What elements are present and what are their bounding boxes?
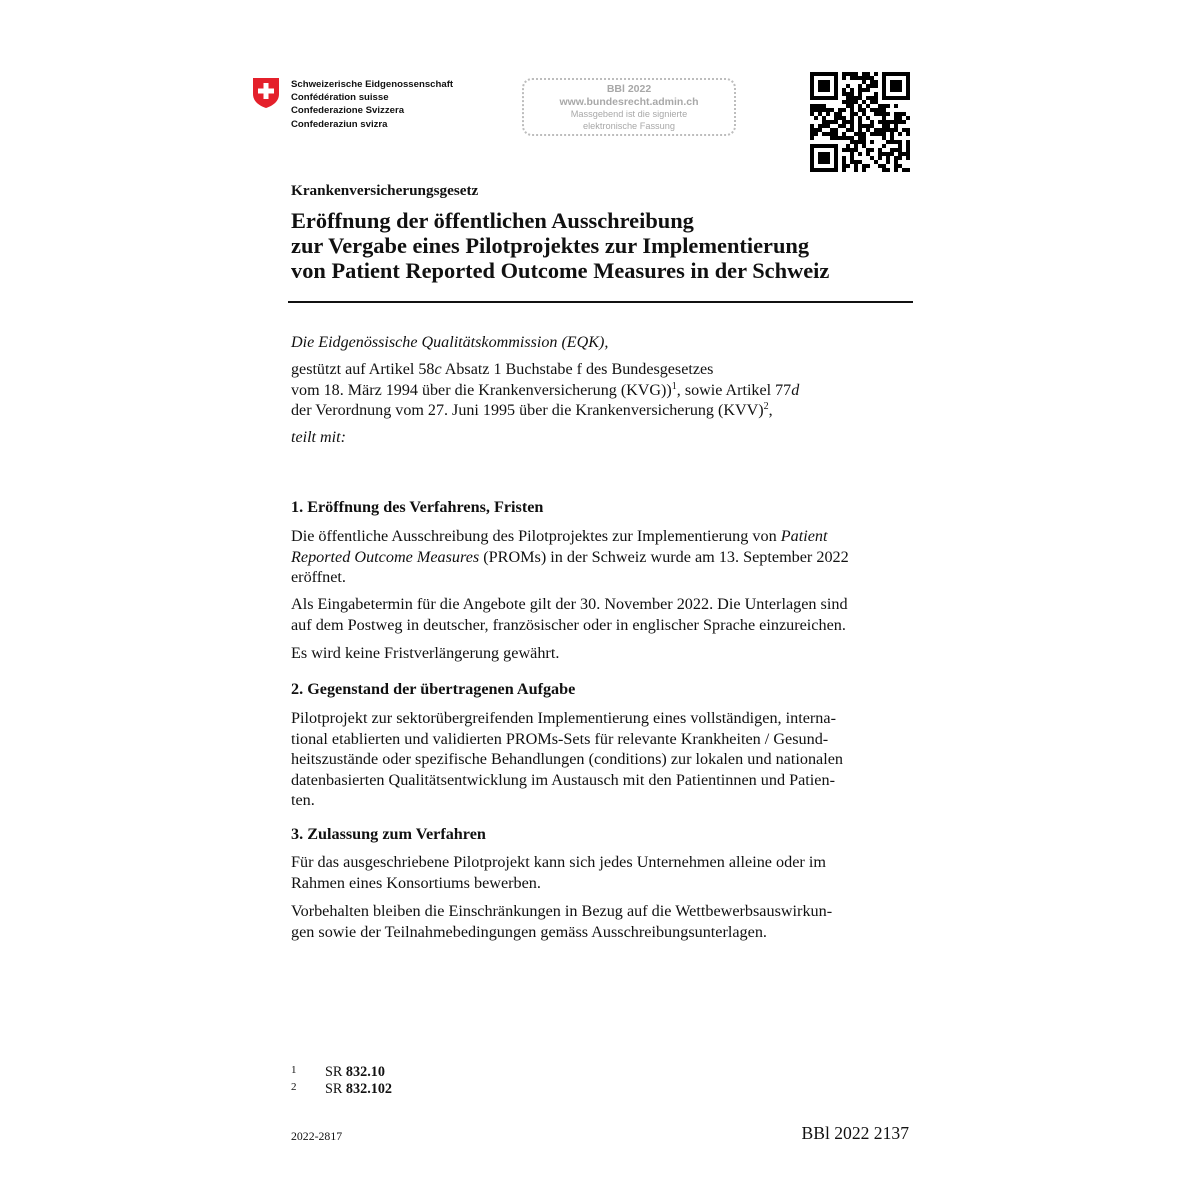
basis-text-3a: der Verordnung vom 27. Juni 1995 über die Krankenversicherung (KVV) [291, 402, 764, 419]
s1p2-line-1: Als Eingabetermin für die Angebote gilt der 30. November 2022. Die Unterlagen sind [291, 595, 848, 613]
basis-text-3b: , [768, 402, 773, 419]
s1p1-italic-b: Reported Outcome Measures [291, 547, 480, 566]
s2-line-3: heitszustände oder spezifische Behandlungen (conditions) zur lokalen und nationalen [291, 750, 844, 768]
section-2-paragraph [291, 708, 909, 811]
s3p2-line-1: Vorbehalten bleiben die Einschränkungen in Bezug auf die Wettbewerbsauswirkun- [291, 902, 833, 920]
confederation-name-rm: Confederaziun svizra [291, 118, 388, 130]
title-line-2: zur Vergabe eines Pilotprojektes zur Implementierung [291, 233, 810, 258]
stamp-line-2: www.bundesrecht.admin.ch [559, 96, 699, 108]
authenticity-stamp [522, 78, 736, 136]
s3p1-line-1: Für das ausgeschriebene Pilotprojekt kann sich jedes Unternehmen alleine oder im [291, 853, 826, 871]
basis-italic-2: d [791, 381, 800, 399]
footnote-1-number: 1 [291, 1064, 297, 1076]
title-line-1: Eröffnung der öffentlichen Ausschreibung [291, 208, 694, 233]
footnote-1-prefix: SR [325, 1064, 346, 1080]
basis-text-2b: , sowie Artikel 77 [676, 381, 792, 399]
stamp-line-4: elektronische Fassung [583, 120, 675, 131]
s1p2-line-2: auf dem Postweg in deutscher, französischer oder in englischer Sprache einzureichen. [291, 615, 846, 634]
swiss-crest-icon [252, 77, 280, 109]
qr-code-icon [810, 72, 910, 172]
s2-line-5: ten. [291, 791, 315, 809]
teilt-mit: teilt mit: [291, 429, 346, 446]
s1p1-italic-a: Patient [780, 527, 828, 545]
s2-line-2: tional etablierten und validierten PROMs-Sets für relevante Krankheiten / Gesund- [291, 729, 829, 748]
section-3-paragraph-1 [291, 852, 909, 893]
basis-text-1b: Absatz 1 Buchstabe f des Bundesgesetzes [441, 361, 714, 378]
title-line-3: von Patient Reported Outcome Measures in der Schweiz [291, 258, 830, 283]
stamp-line-1: BBl 2022 [606, 83, 652, 95]
footnote-ref-1[interactable]: 1 [671, 380, 677, 392]
s1p1-line-2 [291, 547, 909, 568]
s2-line-1: Pilotprojekt zur sektorübergreifenden Implementierung eines vollständigen, interna- [291, 709, 836, 727]
stamp-line-3: Massgebend ist die signierte [570, 109, 688, 119]
s1p1-line-1 [291, 526, 909, 547]
section-3-paragraph-2 [291, 901, 909, 942]
basis-text-1a: gestützt auf Artikel 58 [291, 361, 435, 378]
legal-basis-line-3 [291, 401, 911, 422]
legal-basis [291, 360, 911, 422]
s2-line-4: datenbasierten Qualitätsentwicklung im Austausch mit den Patientinnen und Patien- [291, 770, 835, 789]
confederation-name-fr: Confédération suisse [291, 92, 389, 104]
section-1-heading: 1. Eröffnung des Verfahrens, Fristen [291, 498, 544, 516]
basis-italic-1: c [434, 361, 442, 378]
issuing-authority: Die Eidgenössische Qualitätskommission (EQK), [291, 334, 609, 351]
footnote-ref-2[interactable]: 2 [763, 401, 769, 412]
legal-basis-line-2 [291, 381, 911, 402]
confederation-name-it: Confederazione Svizzera [291, 105, 405, 117]
legal-basis-line-1 [291, 360, 911, 381]
footnote-2-prefix: SR [325, 1081, 346, 1097]
document-number: 2022-2817 [291, 1129, 343, 1143]
bbl-reference: BBl 2022 2137 [801, 1123, 909, 1143]
s3p1-line-2: Rahmen eines Konsortiums bewerben. [291, 873, 541, 892]
document-title [291, 208, 931, 283]
footnote-2-ref[interactable]: 832.102 [345, 1081, 393, 1097]
s3p2-line-2: gen sowie der Teilnahmebedingungen gemäss Ausschreibungsunterlagen. [291, 922, 767, 941]
section-2-heading: 2. Gegenstand der übertragenen Aufgabe [291, 680, 576, 698]
footnote-1-ref[interactable]: 832.10 [345, 1064, 385, 1080]
footnote-2-number: 2 [291, 1081, 297, 1093]
s1p1-text-a: Die öffentliche Ausschreibung des Pilotprojektes zur Implementierung von [291, 527, 777, 545]
confederation-name-de: Schweizerische Eidgenossenschaft [291, 79, 454, 90]
s1p1-text-b: (PROMs) in der Schweiz wurde am 13. September 2022 [479, 547, 849, 566]
confederation-names [291, 78, 453, 131]
act-name: Krankenversicherungsgesetz [291, 182, 479, 199]
section-3-heading: 3. Zulassung zum Verfahren [291, 825, 486, 843]
basis-text-2a: vom 18. März 1994 über die Krankenversicherung (KVG)) [291, 381, 672, 399]
section-1-paragraph-1 [291, 526, 909, 588]
footnote-2 [291, 1079, 392, 1098]
s1p1-line-3: eröffnet. [291, 568, 346, 586]
section-1-paragraph-2 [291, 594, 909, 635]
title-divider [288, 301, 913, 303]
section-1-paragraph-3: Es wird keine Fristverlängerung gewährt. [291, 644, 560, 662]
